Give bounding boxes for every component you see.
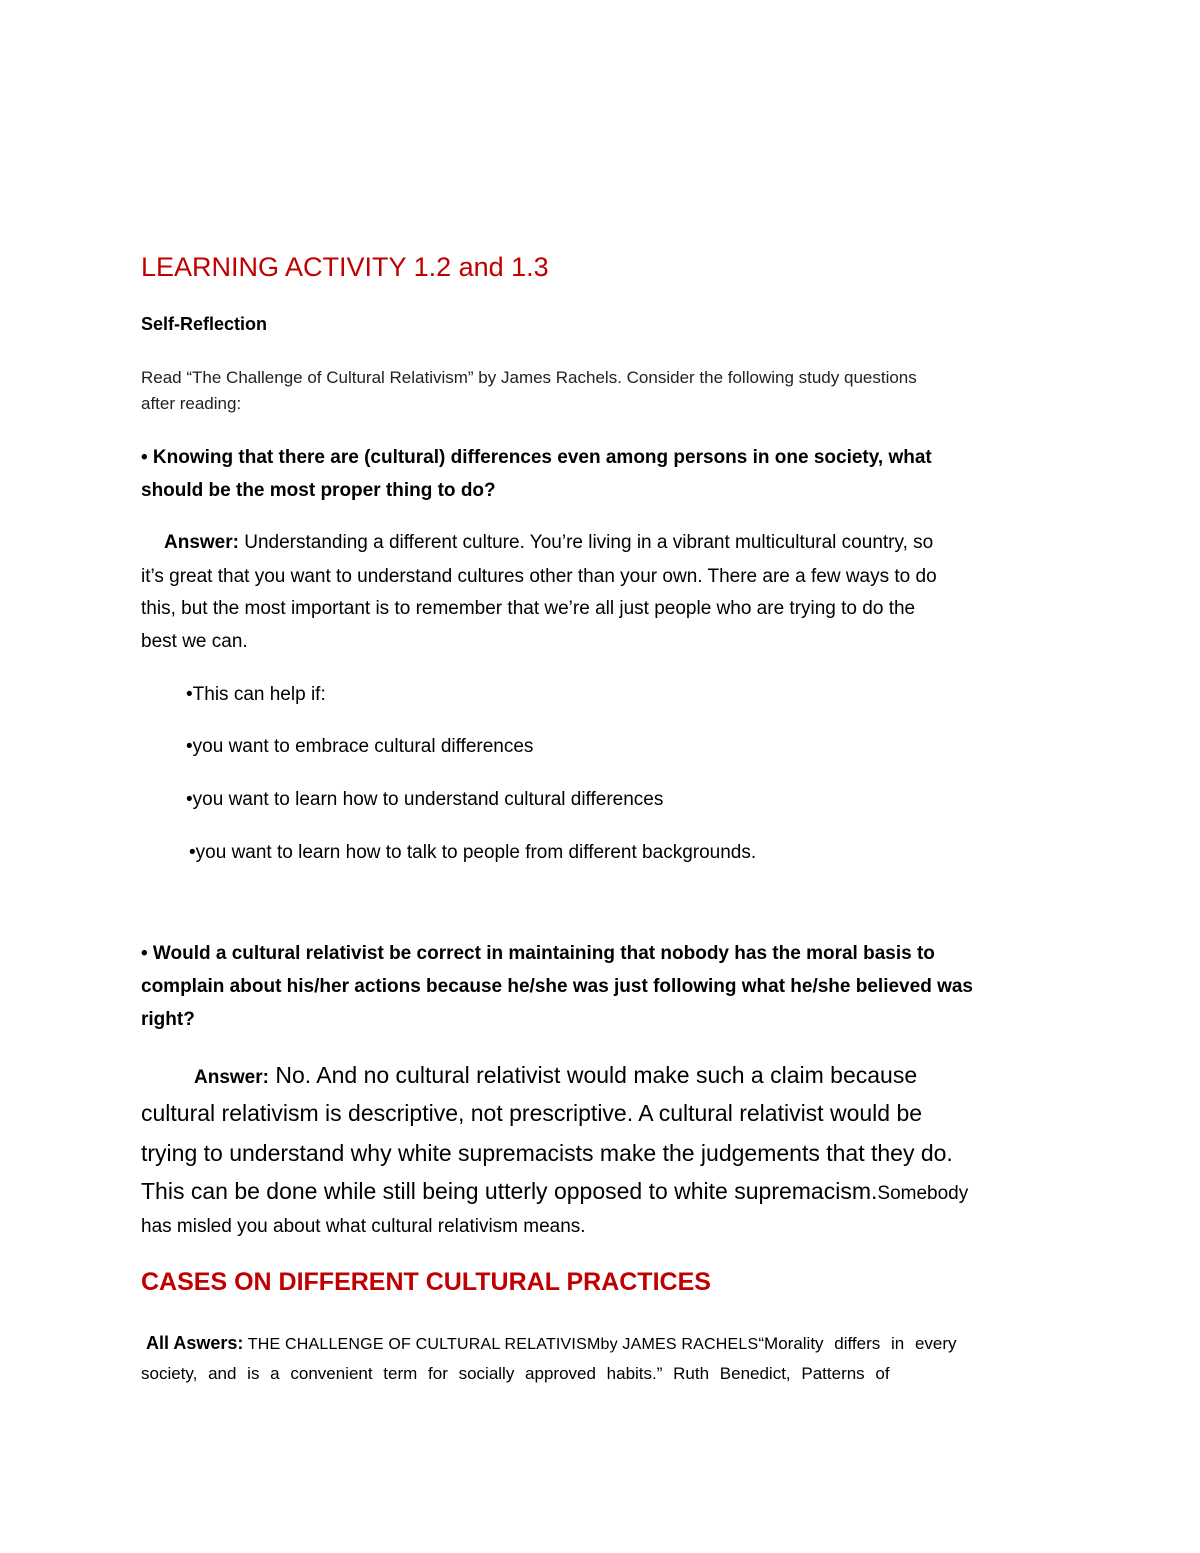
answer-2-line-2: cultural relativism is descriptive, not prescriptive. A cultural relativist would be: [141, 1100, 923, 1126]
answer-1-line-4: best we can.: [141, 631, 248, 652]
all-answers-line-2: society, and is a convenient term for socially approved habits.” Ruth Benedict, Patterns of: [141, 1364, 890, 1383]
answer-2-line-4: [141, 1178, 968, 1205]
page-title: LEARNING ACTIVITY 1.2 and 1.3: [141, 252, 549, 282]
answer-1-label: Answer:: [164, 532, 239, 553]
answer-2-line-5: has misled you about what cultural relativism means.: [141, 1216, 586, 1237]
answer-1-text: Understanding a different culture. You’re living in a vibrant multicultural country, so: [238, 532, 934, 553]
question-1-line-1: • Knowing that there are (cultural) differences even among persons in one society, what: [141, 447, 932, 468]
bullet-help-intro: •This can help if:: [186, 684, 326, 705]
bullet-embrace: •you want to embrace cultural differences: [186, 736, 534, 757]
answer-2-line-4-main: This can be done while still being utterly opposed to white supremacism.: [141, 1178, 878, 1204]
question-2-line-2: complain about his/her actions because he/she was just following what he/she believed was: [141, 976, 973, 997]
all-answers-quote: “Morality differs in every: [758, 1334, 957, 1353]
answer-2-line-1: [194, 1062, 917, 1089]
question-2-line-1: • Would a cultural relativist be correct in maintaining that nobody has the moral basis to: [141, 943, 935, 964]
section-subheading: Self-Reflection: [141, 314, 268, 334]
answer-1-line-3: this, but the most important is to remember that we’re all just people who are trying to do the: [141, 598, 916, 619]
answer-2-line-4-tail: Somebody: [877, 1183, 969, 1204]
bullet-talk: •you want to learn how to talk to people from different backgrounds.: [189, 842, 757, 863]
answer-2-text: No. And no cultural relativist would make such a claim because: [268, 1062, 918, 1088]
answer-2-line-3: trying to understand why white supremacists make the judgements that they do.: [141, 1140, 953, 1166]
answer-2-label: Answer:: [194, 1067, 269, 1088]
section-2-title: CASES ON DIFFERENT CULTURAL PRACTICES: [141, 1268, 711, 1296]
all-answers-label: All Aswers:: [146, 1333, 244, 1353]
question-1-line-2: should be the most proper thing to do?: [141, 480, 496, 501]
all-answers-line-1: [146, 1333, 957, 1354]
answer-1-line-2: it’s great that you want to understand cultures other than your own. There are a few ways to do: [141, 566, 937, 587]
intro-line-2: after reading:: [141, 394, 242, 413]
intro-line-1: Read “The Challenge of Cultural Relativism” by James Rachels. Consider the following study questions: [141, 368, 917, 387]
answer-1-line-1: [164, 532, 933, 554]
bullet-understand: •you want to learn how to understand cultural differences: [186, 789, 664, 810]
question-2-line-3: right?: [141, 1009, 195, 1030]
all-answers-caps: THE CHALLENGE OF CULTURAL RELATIVISMby JAMES RACHELS: [243, 1336, 759, 1353]
